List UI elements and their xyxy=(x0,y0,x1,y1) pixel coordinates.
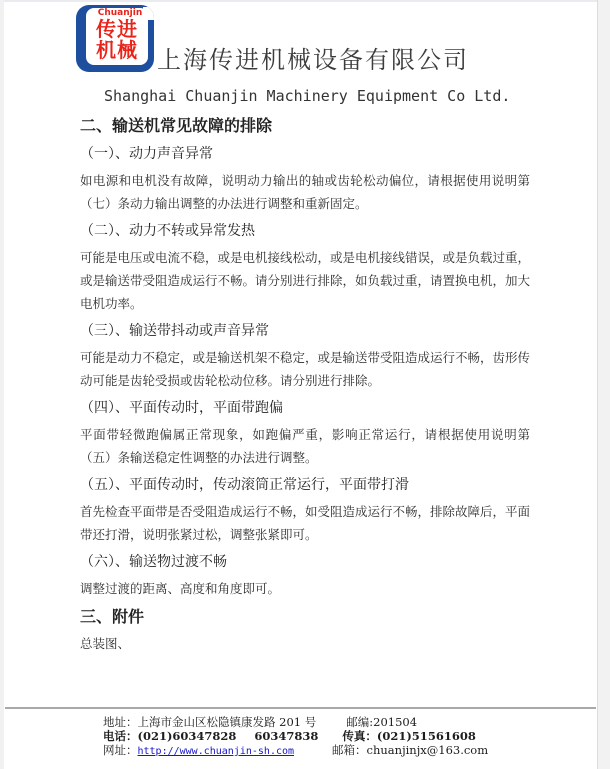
logo-cn-line2: 机械 xyxy=(96,38,138,62)
document-content xyxy=(80,112,530,655)
sub-heading-1: （一）、动力声音异常 xyxy=(80,146,213,162)
footer-web-row xyxy=(103,743,488,757)
footer-divider xyxy=(5,707,596,709)
company-name-en: Shanghai Chuanjin Machinery Equipment Co Ltd. xyxy=(104,87,511,105)
paragraph-2: 可能是电压或电流不稳，或是电机接线松动，或是电机接线错误，或是负载过重，或是输送带受阻造成运行不畅。请分别进行排除，如负载过重，请置换电机，加大电机功率。 xyxy=(80,250,531,311)
address-value: 上海市金山区松隐镇康发路 201 号 xyxy=(137,715,317,729)
fax-value: (021)51561608 xyxy=(376,729,476,743)
paragraph-3: 可能是动力不稳定，或是输送机架不稳定，或是输送带受阻造成运行不畅，齿形传动可能是齿轮受损或齿轮松动位移。请分别进行排除。 xyxy=(80,350,531,388)
viewer-right-edge xyxy=(597,0,610,769)
footer-address-row xyxy=(103,715,488,729)
email-label: 邮箱： xyxy=(332,743,367,757)
website-link[interactable]: http://www.chuanjin-sh.com xyxy=(137,746,295,757)
phone-value-1: (021)60347828 xyxy=(137,729,237,743)
paragraph-attachment: 总装图、 xyxy=(80,636,131,651)
phone-value-2: 60347838 xyxy=(254,729,319,743)
logo-cn-text xyxy=(88,19,146,61)
paragraph-5: 首先检查平面带是否受阻造成运行不畅，如受阻造成运行不畅，排除故障后，平面带还打滑，说明张紧过松，调整张紧即可。 xyxy=(80,504,531,542)
section-heading-attachment: 三、附件 xyxy=(80,607,145,626)
sub-heading-2: （二）、动力不转或异常发热 xyxy=(80,223,255,239)
logo-cn-line1: 传进 xyxy=(96,17,138,41)
footer-phone-row xyxy=(103,729,488,743)
paragraph-6: 调整过渡的距离、高度和角度即可。 xyxy=(80,581,281,596)
paragraph-4: 平面带轻微跑偏属正常现象，如跑偏严重，影响正常运行，请根据使用说明第（五）条输送稳定性调整的办法进行调整。 xyxy=(80,427,530,465)
viewer-top-edge xyxy=(0,0,610,2)
sub-heading-5: （五）、平面传动时，传动滚筒正常运行，平面带打滑 xyxy=(80,477,409,493)
phone-label: 电话： xyxy=(103,729,138,743)
paragraph-1: 如电源和电机没有故障，说明动力输出的轴或齿轮松动偏位，请根据使用说明第（七）条动力输出调整的办法进行调整和重新固定。 xyxy=(80,173,530,211)
postcode-value: 邮编:201504 xyxy=(346,715,418,729)
viewer-left-edge xyxy=(0,0,4,769)
website-label: 网址： xyxy=(103,743,138,757)
fax-label: 传真： xyxy=(342,729,377,743)
company-name-cn: 上海传进机械设备有限公司 xyxy=(157,46,469,74)
footer xyxy=(103,715,488,757)
company-logo xyxy=(76,5,154,72)
section-heading-troubleshooting: 二、输送机常见故障的排除 xyxy=(80,116,273,135)
sub-heading-3: （三）、输送带抖动或声音异常 xyxy=(80,323,269,339)
sub-heading-4: （四）、平面传动时，平面带跑偏 xyxy=(80,400,283,416)
logo-brand-text: Chuanjin xyxy=(97,8,143,18)
address-label: 地址： xyxy=(103,715,138,729)
email-value: chuanjinjx@163.com xyxy=(366,743,489,757)
sub-heading-6: （六）、输送物过渡不畅 xyxy=(80,554,227,570)
